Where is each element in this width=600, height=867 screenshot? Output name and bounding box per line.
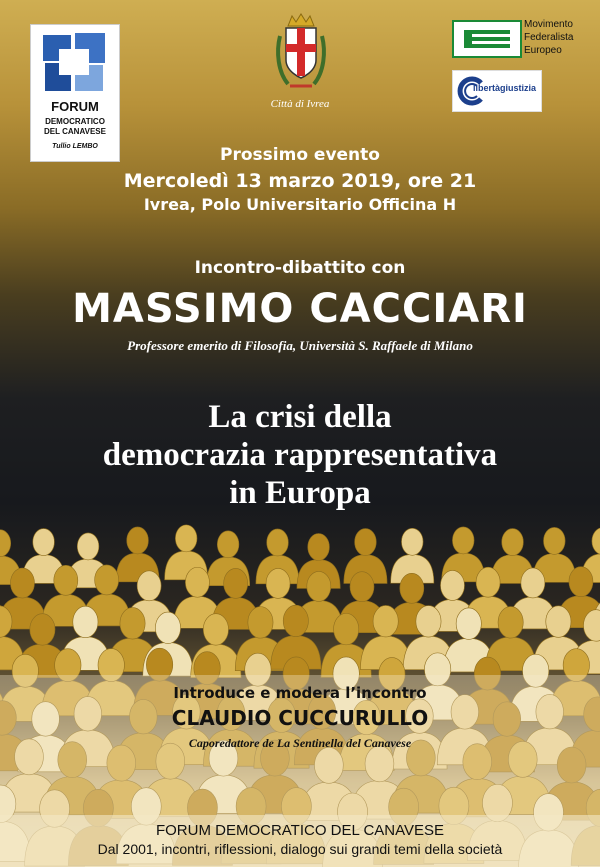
- title-line1: La crisi della: [208, 399, 392, 435]
- speaker-name: MASSIMO CACCIARI: [72, 286, 528, 332]
- title-line2: democrazia rappresentativa: [102, 437, 498, 473]
- debate-heading: Incontro-dibattito con: [194, 258, 406, 278]
- mfe-line3: Europeo: [524, 45, 562, 56]
- event-label: Prossimo evento: [220, 145, 380, 165]
- forum-logo-line2: DEMOCRATICO: [45, 117, 105, 126]
- forum-logo-founder: Tullio LEMBO: [52, 143, 98, 150]
- forum-logo-line3: DEL CANAVESE: [44, 127, 106, 136]
- footer-tagline: Dal 2001, incontri, riflessioni, dialogo sui grandi temi della società: [97, 841, 503, 857]
- mfe-line1: Movimento: [524, 19, 573, 30]
- forum-logo: [30, 24, 120, 162]
- mfe-logo-icon: [452, 20, 522, 58]
- moderator-name: CLAUDIO CUCCURULLO: [171, 706, 429, 730]
- moderator-intro: Introduce e modera l’incontro: [173, 684, 427, 702]
- footer-organizer: FORUM DEMOCRATICO DEL CANAVESE: [155, 822, 445, 839]
- lg-logo-icon: [452, 70, 542, 112]
- moderator-role: Caporedattore de La Sentinella del Canavese: [188, 736, 412, 750]
- title-line3: in Europa: [229, 475, 371, 511]
- forum-logo-subtitle: [31, 117, 119, 137]
- speaker-role: Professore emerito di Filosofia, Università S. Raffaele di Milano: [127, 338, 473, 353]
- crest-icon: [274, 12, 328, 92]
- lg-logo-text: libertàgiustizia: [473, 83, 537, 93]
- event-title: [40, 398, 560, 512]
- ivrea-caption: Città di Ivrea: [270, 98, 330, 110]
- mfe-name: [524, 18, 600, 57]
- forum-logo-title: FORUM: [51, 99, 99, 114]
- forum-mark-icon: [41, 31, 107, 93]
- event-place: Ivrea, Polo Universitario Officina H: [143, 195, 457, 214]
- event-date: Mercoledì 13 marzo 2019, ore 21: [123, 170, 477, 192]
- mfe-line2: Federalista: [524, 32, 574, 43]
